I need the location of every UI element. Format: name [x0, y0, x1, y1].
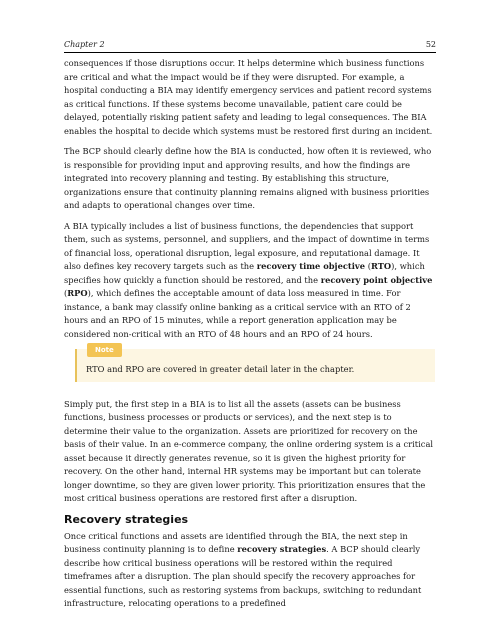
page-header — [64, 40, 436, 49]
note-label: Note — [87, 343, 122, 357]
text-run: . A BCP should clearly describe how critical business operations will be restored within the required timeframes after a disruption. The plan should specify the recovery approaches for essential functions, such as restoring systems from backups, switching to redundant infrastructure, relocating operations to a predefined — [64, 544, 422, 608]
paragraph-4: Simply put, the first step in a BIA is to list all the assets (assets can be business functions, business processes or products or services), and the next step is to determine their value to the organization. Assets are prioritized for recovery on the basis of their value. In an e-commerce company, the online ordering system is a critical asset because it directly generates revenue, so it is given the highest priority for recovery. On the other hand, internal HR systems may be important but can tolerate longer downtime, so they are given lower priority. This prioritization ensures that the most critical business operations are restored first after a disruption. — [64, 398, 434, 503]
paragraph-5 — [64, 530, 436, 611]
header-rule — [64, 52, 436, 53]
chapter-label: Chapter 2 — [64, 40, 105, 49]
term-rto-full: recovery time objective — [256, 261, 366, 271]
text-run: Once critical functions and assets are identified through the BIA, the next step in business continuity planning is to define — [64, 530, 408, 554]
note-box — [75, 346, 435, 382]
page-number: 52 — [425, 40, 436, 49]
text-run: ), which specifies how quickly a function should be restored, and the — [64, 261, 425, 285]
term-rpo: RPO — [67, 288, 88, 298]
note-text: RTO and RPO are covered in greater detail later in the chapter. — [86, 364, 355, 374]
term-rpo-full: recovery point objective — [320, 274, 433, 285]
text-run: A BIA typically includes a list of business functions, the dependencies that support them, such as systems, personnel, and suppliers, and the impact of downtime in terms of financial loss, operational disruption, legal exposure, and reputational damage. It also defines key recovery targets such as the — [64, 220, 430, 271]
paragraph-3 — [64, 220, 436, 342]
paragraph-2: The BCP should clearly define how the BIA is conducted, how often it is reviewed, who is responsible for providing input and approving results, and how the findings are integrated into recovery planning and testing. By establishing this structure, organizations ensure that continuity planning remains aligned with business priorities and adapts to operational changes over time. — [64, 146, 432, 210]
paragraph-1: consequences if those disruptions occur. It helps determine which business functions are critical and what the impact would be if they were disrupted. For example, a hospital conducting a BIA may identify emergency services and patient record systems as critical functions. If these systems become unavailable, patient care could be delayed, potentially risking patient safety and leading to legal consequences. The BIA enables the hospital to decide which systems must be restored first during an incident. — [64, 58, 433, 136]
text-run: ( — [365, 261, 371, 271]
term-rto: RTO — [370, 261, 392, 271]
text-run: ( — [64, 288, 68, 298]
section-heading: Recovery strategies — [64, 512, 189, 526]
term-recovery-strategies: recovery strategies — [237, 544, 327, 554]
page-body — [64, 57, 436, 618]
text-run: ), which defines the acceptable amount of data loss measured in time. For instance, a bank may classify online banking as a critical service with an RTO of 2 hours and an RPO of 15 minutes, while a report generation application may be considered non-critical with an RTO of 48 hours and an RPO of 24 hours. — [64, 288, 411, 339]
